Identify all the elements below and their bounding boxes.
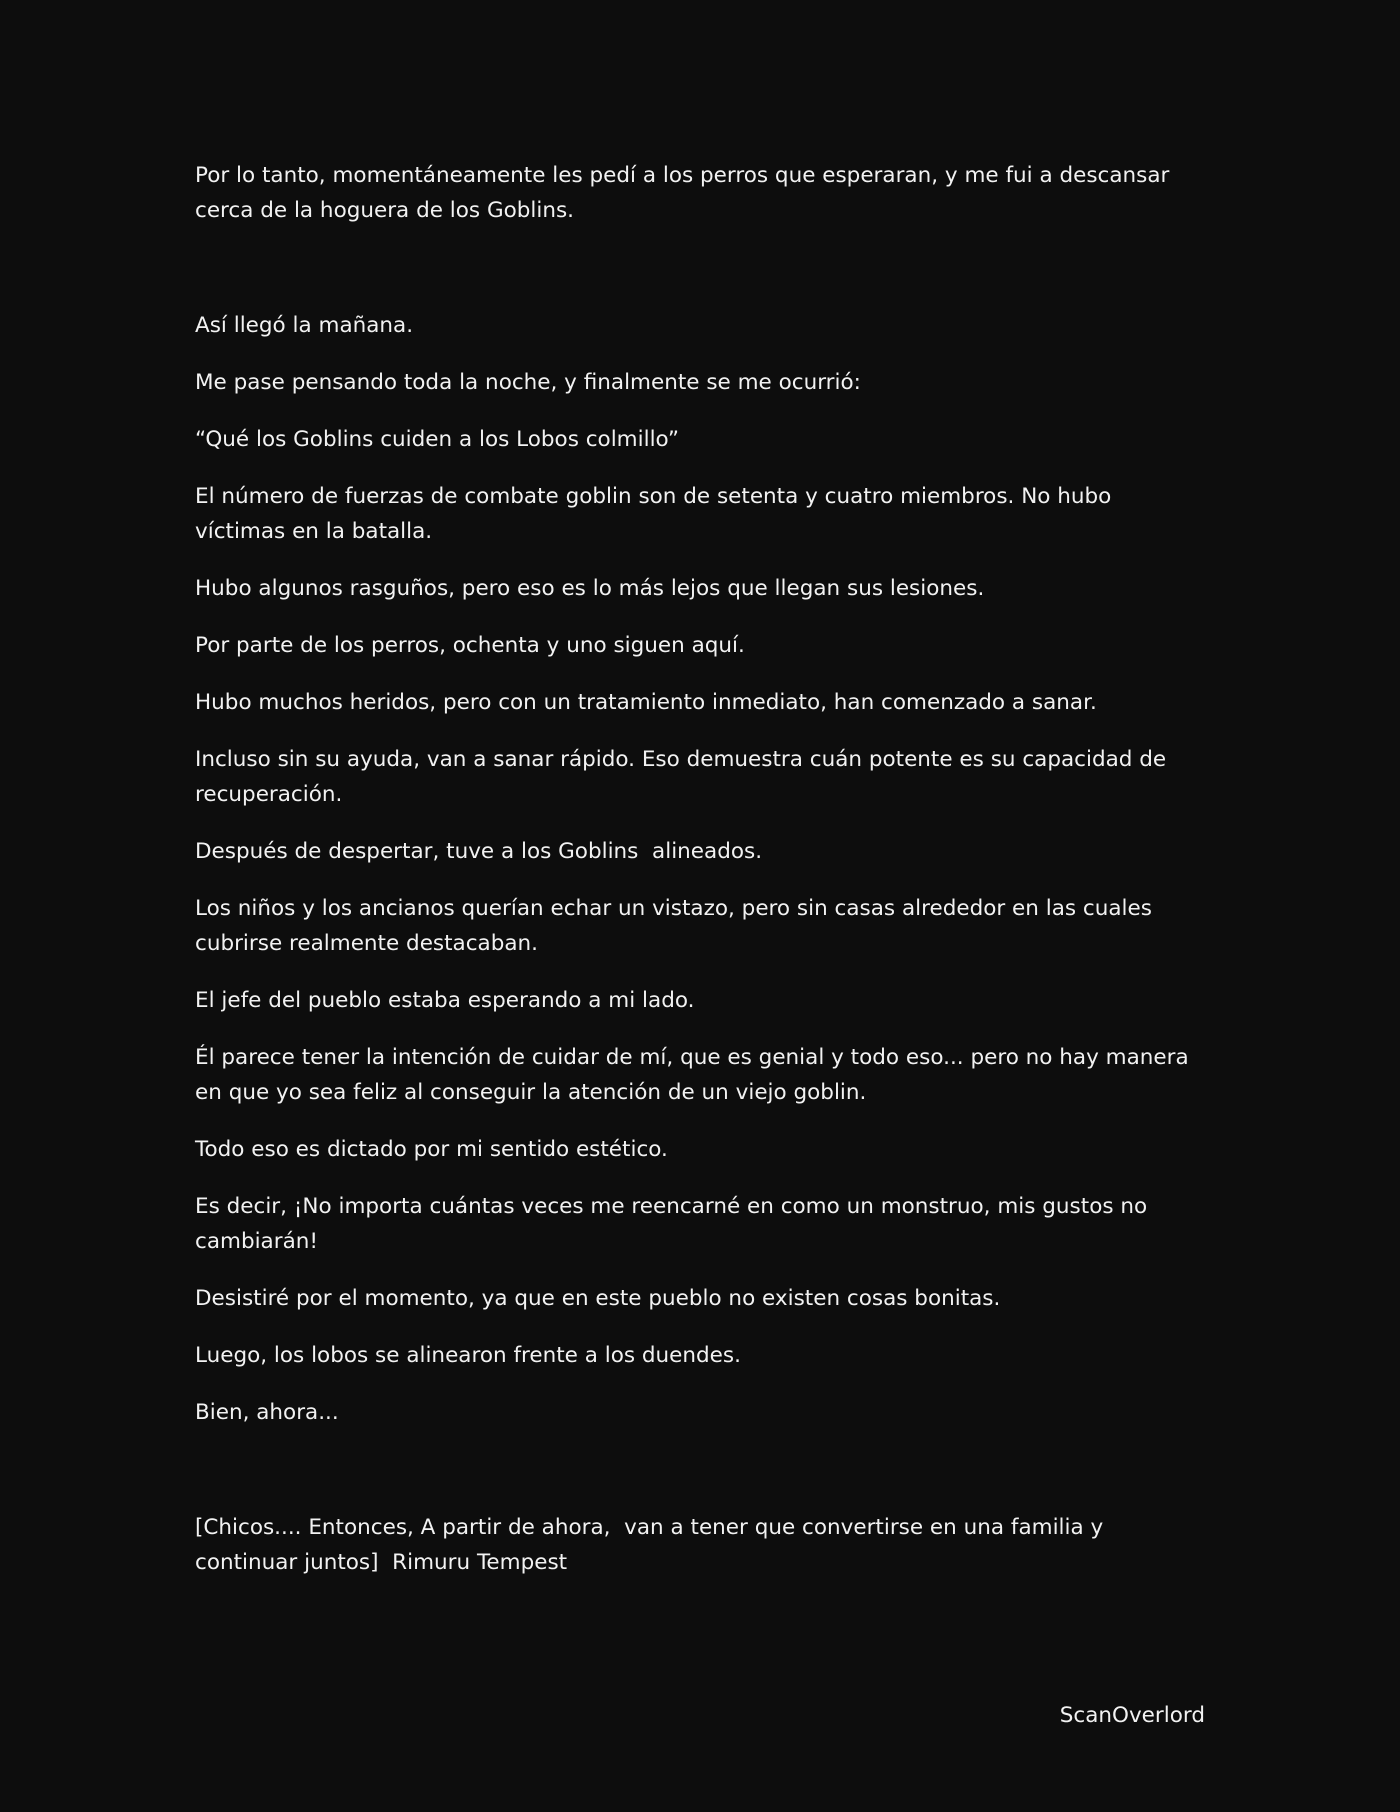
closing-quote: [Chicos.... Entonces, A partir de ahora, van a tener que convertirse en una familia y continuar juntos] Rimuru Tempest: [195, 1515, 1111, 1575]
paragraph: Él parece tener la intención de cuidar de mí, que es genial y todo eso... pero no hay manera en que yo sea feliz al conseguir la atención de un viejo goblin.: [195, 1045, 1196, 1105]
scanlator-credit: ScanOverlord: [1059, 1703, 1205, 1728]
paragraph: Bien, ahora...: [195, 1400, 339, 1425]
paragraph: Todo eso es dictado por mi sentido estético.: [195, 1137, 668, 1162]
document-body: [195, 158, 1205, 1602]
paragraph: Hubo muchos heridos, pero con un tratamiento inmediato, han comenzado a sanar.: [195, 690, 1097, 715]
paragraph: Por lo tanto, momentáneamente les pedí a los perros que esperaran, y me fui a descansar cerca de la hoguera de los Goblins.: [195, 163, 1177, 223]
section-break: [195, 1452, 1205, 1510]
paragraph: El jefe del pueblo estaba esperando a mi lado.: [195, 988, 695, 1013]
paragraph: Es decir, ¡No importa cuántas veces me reencarné en como un monstruo, mis gustos no cambiarán!: [195, 1194, 1155, 1254]
paragraph: Por parte de los perros, ochenta y uno siguen aquí.: [195, 633, 745, 658]
paragraph: “Qué los Goblins cuiden a los Lobos colmillo”: [195, 427, 680, 452]
paragraph: Incluso sin su ayuda, van a sanar rápido. Eso demuestra cuán potente es su capacidad de recuperación.: [195, 747, 1173, 807]
paragraph: Me pase pensando toda la noche, y finalmente se me ocurrió:: [195, 370, 861, 395]
paragraph: El número de fuerzas de combate goblin son de setenta y cuatro miembros. No hubo víctimas en la batalla.: [195, 484, 1119, 544]
paragraph: Hubo algunos rasguños, pero eso es lo más lejos que llegan sus lesiones.: [195, 576, 985, 601]
paragraph: Así llegó la mañana.: [195, 313, 414, 338]
section-break: [195, 250, 1205, 308]
paragraph: Los niños y los ancianos querían echar un vistazo, pero sin casas alrededor en las cuales cubrirse realmente destacaban.: [195, 896, 1159, 956]
paragraph: Desistiré por el momento, ya que en este pueblo no existen cosas bonitas.: [195, 1286, 1001, 1311]
paragraph: Luego, los lobos se alinearon frente a los duendes.: [195, 1343, 741, 1368]
paragraph: Después de despertar, tuve a los Goblins alineados.: [195, 839, 763, 864]
